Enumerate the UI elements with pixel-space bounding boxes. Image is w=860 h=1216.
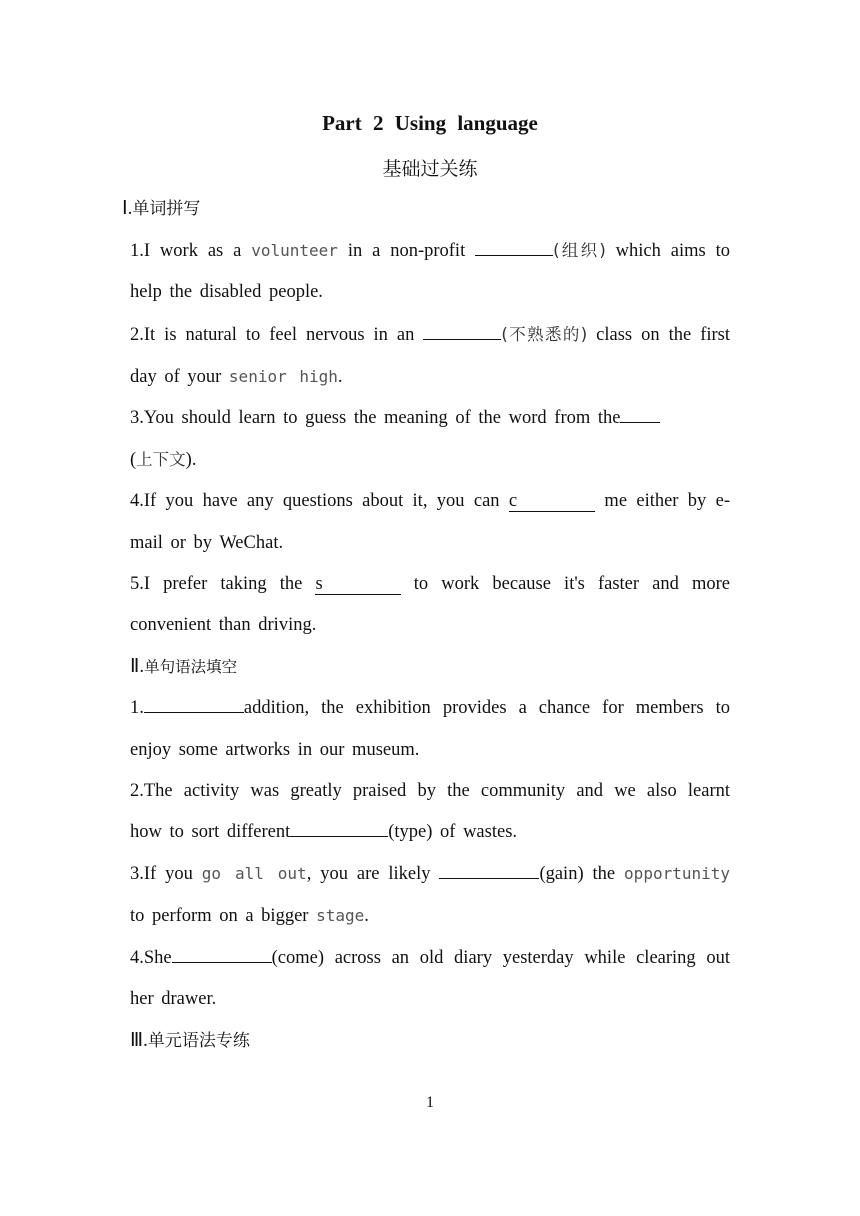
question-text: 4.If you have any questions about it, you can (130, 491, 509, 512)
page-subtitle: 基础过关练 (382, 158, 478, 180)
question-text: to work because it's faster and more convenient than driving. (130, 573, 730, 636)
question-text: stage (316, 906, 365, 926)
spelling-question-4 (130, 481, 730, 563)
question-text: (组织) (553, 241, 606, 261)
question-text: 5.I prefer taking the (130, 573, 316, 594)
question-text: senior high (228, 366, 338, 386)
question-text: c (508, 491, 518, 512)
section-heading-1: Ⅰ.单词拼写 (122, 198, 201, 219)
question-text: which aims to help the disabled people. (130, 241, 730, 303)
answer-blank[interactable] (439, 860, 539, 879)
question-text: , you are likely (306, 864, 440, 885)
question-text: opportunity (624, 864, 731, 884)
question-text: 1.I work as a (130, 241, 252, 262)
question-text: 2.The activity was greatly praised by the community and we also learnt how to sort different (130, 780, 730, 843)
question-text: . (364, 906, 369, 927)
grammar-question-3 (130, 853, 730, 937)
spelling-question-5 (130, 564, 730, 646)
question-text: 3.You should learn to guess the meaning of the word from the (130, 408, 621, 429)
question-text: (不熟悉的) (501, 324, 588, 344)
answer-blank[interactable] (290, 818, 388, 837)
answer-blank[interactable] (620, 404, 660, 423)
page-title: Part 2 Using language (322, 111, 538, 135)
question-text: class on the first day of your (130, 324, 731, 387)
question-text: 上下文 (136, 450, 186, 470)
question-text: 2.It is natural to feel nervous in an (130, 324, 424, 345)
question-text: . (337, 366, 343, 387)
question-text: 4.She (130, 947, 172, 968)
spelling-question-2 (130, 314, 730, 398)
grammar-question-1 (130, 688, 730, 770)
question-text: ). (185, 450, 197, 471)
spelling-question-3 (130, 398, 730, 481)
answer-blank-with-initial[interactable] (315, 574, 400, 595)
question-text: go all out (201, 864, 307, 884)
answer-blank-with-initial[interactable] (509, 491, 595, 512)
question-text: (gain) the (539, 864, 625, 885)
question-text: 1. (130, 698, 144, 719)
grammar-question-2 (130, 771, 730, 853)
question-text: volunteer (251, 241, 338, 261)
question-text: me either by e-mail or by WeChat. (130, 491, 730, 553)
section-heading-3: Ⅲ.单元语法专练 (130, 1030, 250, 1052)
question-text: in a non-profit (337, 241, 476, 262)
question-text: (come) across an old diary yesterday while clearing out her drawer. (130, 947, 730, 1009)
question-text: (type) of wastes. (388, 822, 518, 843)
answer-blank[interactable] (475, 237, 553, 256)
question-text: to perform on a bigger (130, 906, 317, 927)
question-text: 3.If you (130, 864, 202, 885)
grammar-question-4 (130, 938, 730, 1020)
question-text: s (315, 573, 323, 594)
section-heading-2: Ⅱ.单句语法填空 (130, 656, 238, 678)
exercise-content (122, 188, 731, 1062)
question-text: ( (130, 450, 137, 471)
answer-blank[interactable] (172, 944, 272, 963)
spelling-question-1 (130, 230, 730, 313)
page-number: 1 (426, 1094, 434, 1111)
answer-blank[interactable] (144, 694, 244, 713)
answer-blank[interactable] (423, 321, 501, 340)
question-text: addition, the exhibition provides a chance for members to enjoy some artworks in our museum. (130, 698, 730, 760)
